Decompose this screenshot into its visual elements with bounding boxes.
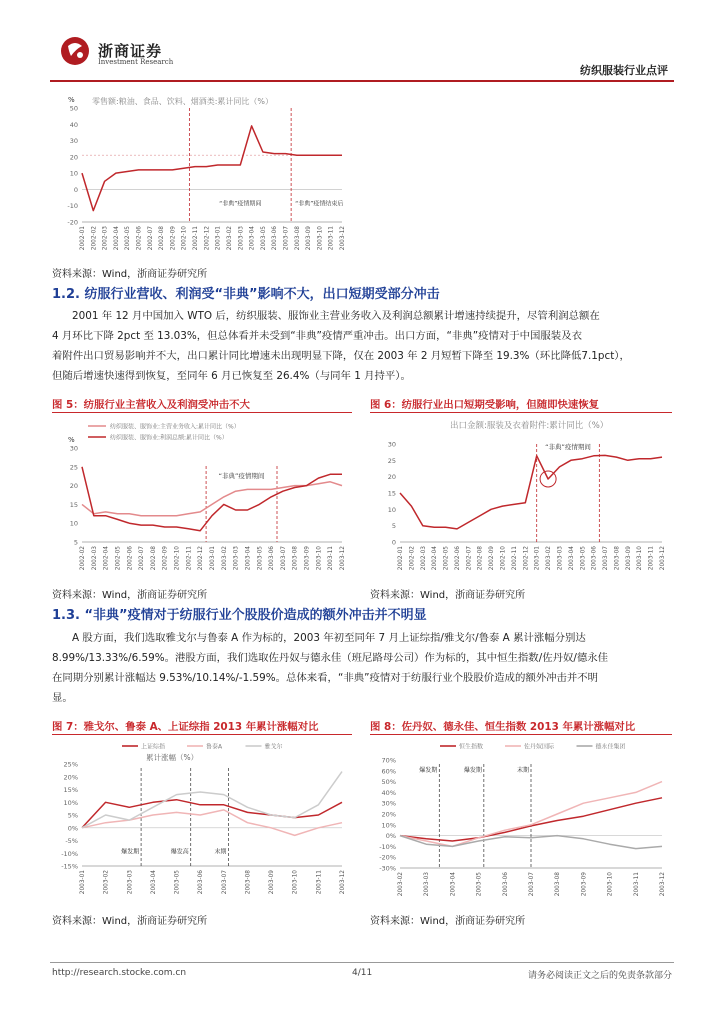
legend-label: 上证综指 xyxy=(141,743,166,751)
export-growth-chart xyxy=(370,416,672,584)
x-tick-label: 2003-08 xyxy=(294,225,301,251)
y-tick-label: 10 xyxy=(69,519,78,528)
x-tick-label: 2002-04 xyxy=(113,226,120,251)
y-tick-label: -5% xyxy=(65,837,78,845)
x-tick-label: 2002-06 xyxy=(136,226,143,251)
x-tick-label: 2002-12 xyxy=(523,546,530,571)
paragraph-line: 2001 年 12 月中国加入 WTO 后，纺织服装、服饰业主营业务收入及利润总额累计增速持续提升，尽管利润总额在 xyxy=(72,310,600,322)
x-tick-label: 2002-11 xyxy=(186,546,193,571)
y-tick-label: 15 xyxy=(387,489,396,498)
annotation: 末期 xyxy=(516,767,529,774)
x-tick-label: 2003-12 xyxy=(340,546,346,571)
x-tick-label: 2003-07 xyxy=(603,546,610,571)
x-tick-label: 2003-03 xyxy=(233,546,240,571)
y-tick-label: 15% xyxy=(63,786,78,794)
x-tick-label: 2003-12 xyxy=(660,546,666,571)
x-tick-label: 2002-07 xyxy=(139,546,146,571)
x-tick-label: 2003-05 xyxy=(174,870,181,895)
y-tick-label: 0 xyxy=(391,538,396,547)
x-tick-label: 2003-08 xyxy=(245,870,252,895)
source-note: 资料来源：Wind，浙商证券研究所 xyxy=(52,916,208,927)
y-tick-label: -10% xyxy=(379,842,396,851)
series-line xyxy=(82,772,342,828)
x-tick-label: 2003-11 xyxy=(328,546,335,571)
x-tick-label: 2003-09 xyxy=(306,226,313,251)
y-tick-label: 5% xyxy=(67,811,78,820)
y-tick-label: 20% xyxy=(63,773,78,782)
x-tick-label: 2003-09 xyxy=(581,872,588,897)
x-tick-label: 2002-02 xyxy=(409,546,416,571)
x-tick-label: 2003-10 xyxy=(316,546,323,571)
page-number: 4/11 xyxy=(352,968,373,978)
figure-7-rule xyxy=(52,734,352,735)
paragraph-line: 显。 xyxy=(52,692,73,704)
x-tick-label: 2003-03 xyxy=(127,870,134,895)
x-tick-label: 2002-01 xyxy=(80,226,86,251)
y-tick-label: 0% xyxy=(67,824,78,833)
x-tick-label: 2002-04 xyxy=(432,546,439,571)
y-axis-label: % xyxy=(68,436,75,444)
x-tick-label: 2002-03 xyxy=(91,546,98,571)
paragraph-line: 8.99%/13.33%/6.59%。港股方面，我们选取佐丹奴与德永佳（班尼路母公司）作为标的，其中恒生指数/佐丹奴/德永佳 xyxy=(52,652,609,664)
legend-label: 佐丹奴国际 xyxy=(524,743,555,751)
section-1-2-paragraph xyxy=(52,306,674,386)
x-tick-label: 2002-12 xyxy=(198,546,205,571)
x-tick-label: 2003-07 xyxy=(529,872,535,897)
chart-title: 出口金额:服装及衣着附件:累计同比（%） xyxy=(450,421,609,431)
paragraph-line: 4 月环比下降 2pct 至 13.03%，但总体看并未受到“非典”疫情严重冲击。出口方面，“非典”疫情对于中国服装及衣 xyxy=(52,330,582,342)
x-tick-label: 2002-11 xyxy=(193,226,200,251)
x-tick-label: 2003-02 xyxy=(398,872,404,897)
y-tick-label: 40% xyxy=(381,788,396,797)
x-tick-label: 2002-10 xyxy=(500,546,507,571)
x-tick-label: 2002-05 xyxy=(115,546,122,571)
series-line xyxy=(400,455,662,529)
x-tick-label: 2003-11 xyxy=(328,226,335,251)
x-tick-label: 2003-08 xyxy=(292,546,299,571)
figure-6-title: 图 6：纺服行业出口短期受影响，但随即快速恢复 xyxy=(370,399,600,411)
x-tick-label: 2002-10 xyxy=(181,226,188,251)
x-tick-label: 2002-02 xyxy=(80,546,86,571)
legend-label: 恒生指数 xyxy=(459,743,484,751)
report-category: 纺织服装行业点评 xyxy=(580,64,668,77)
x-tick-label: 2003-06 xyxy=(198,870,205,895)
x-tick-label: 2003-05 xyxy=(260,226,267,251)
x-tick-label: 2003-04 xyxy=(249,226,256,251)
x-tick-label: 2002-10 xyxy=(174,546,181,571)
y-tick-label: -20 xyxy=(67,218,78,227)
annotation: 爆发期 xyxy=(463,767,482,774)
y-tick-label: 30 xyxy=(69,137,78,146)
x-tick-label: 2003-01 xyxy=(534,546,541,571)
annotation: “非典”疫情期间 xyxy=(218,472,265,480)
y-tick-label: 10 xyxy=(387,505,396,514)
logo-subtext: Investment Research xyxy=(98,58,174,66)
legend-label: 纺织服装、服饰业:利润总额:累计同比（%） xyxy=(110,434,228,442)
x-tick-label: 2003-09 xyxy=(269,870,276,895)
disclaimer-note: 请务必阅读正文之后的免责条款部分 xyxy=(527,971,672,981)
source-note: 资料来源：Wind，浙商证券研究所 xyxy=(370,590,526,601)
x-tick-label: 2003-02 xyxy=(103,870,110,895)
x-tick-label: 2003-11 xyxy=(648,546,655,571)
x-tick-label: 2003-10 xyxy=(317,226,324,251)
x-tick-label: 2003-12 xyxy=(340,226,346,251)
y-tick-label: 20 xyxy=(69,153,78,162)
x-tick-label: 2003-03 xyxy=(557,546,564,571)
annotation: “非典”疫情结束后 xyxy=(295,200,344,208)
source-note: 资料来源：Wind，浙商证券研究所 xyxy=(52,590,208,601)
y-tick-label: 30 xyxy=(387,440,396,449)
x-tick-label: 2003-07 xyxy=(280,546,287,571)
x-tick-label: 2003-08 xyxy=(614,546,621,571)
figure-5-title: 图 5：纺服行业主营收入及利润受冲击不大 xyxy=(52,399,250,411)
x-tick-label: 2003-04 xyxy=(150,870,157,895)
header-divider xyxy=(50,80,674,82)
y-tick-label: 60% xyxy=(381,767,396,776)
x-tick-label: 2003-12 xyxy=(660,872,666,897)
x-tick-label: 2002-09 xyxy=(489,546,496,571)
x-tick-label: 2002-09 xyxy=(170,226,177,251)
x-tick-label: 2002-07 xyxy=(466,546,473,571)
y-tick-label: 40 xyxy=(69,120,78,129)
x-tick-label: 2003-06 xyxy=(591,546,598,571)
section-title-1-2: 1.2. 纺服行业营收、利润受“非典”影响不大，出口短期受部分冲击 xyxy=(52,287,440,302)
y-tick-label: -10 xyxy=(67,202,78,211)
x-tick-label: 2002-02 xyxy=(91,226,98,251)
y-tick-label: -15% xyxy=(61,862,78,871)
figure-8-rule xyxy=(370,734,672,735)
x-tick-label: 2003-10 xyxy=(637,546,644,571)
x-tick-label: 2003-07 xyxy=(283,226,290,251)
x-tick-label: 2003-06 xyxy=(272,226,279,251)
source-note: 资料来源：Wind，浙商证券研究所 xyxy=(370,916,526,927)
logo-icon xyxy=(60,36,90,66)
legend-label: 鲁泰A xyxy=(206,743,223,751)
x-tick-label: 2002-01 xyxy=(398,546,404,571)
retail-sales-chart xyxy=(52,92,352,264)
y-tick-label: 10% xyxy=(381,821,396,830)
legend-label: 纺织服装、服饰业:主营业务收入:累计同比（%） xyxy=(110,423,240,431)
x-tick-label: 2003-08 xyxy=(555,872,562,897)
source-note: 资料来源：Wind，浙商证券研究所 xyxy=(52,269,208,280)
x-tick-label: 2003-01 xyxy=(215,226,222,251)
y-tick-label: 15 xyxy=(69,500,78,509)
y-tick-label: 5 xyxy=(391,522,396,531)
x-tick-label: 2003-09 xyxy=(625,546,632,571)
x-tick-label: 2003-03 xyxy=(238,226,245,251)
x-tick-label: 2002-07 xyxy=(147,226,154,251)
x-tick-label: 2002-05 xyxy=(125,226,132,251)
x-tick-label: 2003-02 xyxy=(221,546,228,571)
legend-label: 德永佳集团 xyxy=(595,743,626,751)
y-tick-label: 50 xyxy=(69,104,78,113)
x-tick-label: 2003-09 xyxy=(304,546,311,571)
x-tick-label: 2002-08 xyxy=(477,546,484,571)
x-tick-label: 2003-02 xyxy=(226,226,233,251)
y-tick-label: -30% xyxy=(379,864,396,873)
y-tick-label: 5 xyxy=(73,538,78,547)
y-tick-label: 10% xyxy=(63,798,78,807)
y-tick-label: 10 xyxy=(69,169,78,178)
annotation: 爆发期 xyxy=(121,848,140,856)
x-tick-label: 2003-04 xyxy=(245,546,252,571)
x-tick-label: 2003-11 xyxy=(633,872,640,897)
y-tick-label: 0% xyxy=(385,832,396,841)
y-tick-label: 25 xyxy=(69,463,78,472)
y-tick-label: 25 xyxy=(387,456,396,465)
figure-5-rule xyxy=(52,412,352,413)
x-tick-label: 2002-03 xyxy=(102,226,109,251)
x-tick-label: 2003-05 xyxy=(476,872,483,897)
x-tick-label: 2002-12 xyxy=(204,226,211,251)
annotation: 末期 xyxy=(214,848,227,856)
figure-7-title: 图 7：雅戈尔、鲁泰 A、上证综指 2013 年累计涨幅对比 xyxy=(52,721,319,733)
y-tick-label: 70% xyxy=(381,756,396,765)
y-tick-label: 20 xyxy=(387,473,396,482)
x-tick-label: 2003-04 xyxy=(450,872,457,897)
x-tick-label: 2002-11 xyxy=(511,546,518,571)
y-tick-label: 30 xyxy=(69,444,78,453)
chart-title: 零售额:粮油、食品、饮料、烟酒类:累计同比（%） xyxy=(92,97,273,106)
x-tick-label: 2003-02 xyxy=(546,546,553,571)
x-tick-label: 2003-03 xyxy=(424,872,431,897)
x-tick-label: 2003-04 xyxy=(568,546,575,571)
x-tick-label: 2002-09 xyxy=(162,546,169,571)
x-tick-label: 2003-05 xyxy=(257,546,264,571)
hk-share-return-chart xyxy=(370,738,672,908)
a-share-return-chart xyxy=(52,738,352,908)
x-tick-label: 2003-12 xyxy=(340,870,346,895)
legend-label: 雅戈尔 xyxy=(264,743,283,751)
paragraph-line: 着附件出口贸易影响并不大，出口累计同比增速未出现明显下降，仅在 2003 年 2 月短暂下降至 19.3%（环比降低7.1pct）， xyxy=(52,350,630,362)
logo-text: 浙商证券 xyxy=(98,42,163,60)
series-line xyxy=(82,126,342,211)
y-tick-label: 0 xyxy=(73,185,78,194)
x-tick-label: 2002-08 xyxy=(159,226,166,251)
x-tick-label: 2003-10 xyxy=(292,870,299,895)
section-title-1-3: 1.3. “非典”疫情对于纺服行业个股股价造成的额外冲击并不明显 xyxy=(52,608,427,623)
annotation: 爆发期 xyxy=(419,767,438,774)
footer-divider xyxy=(50,962,674,963)
y-tick-label: 20 xyxy=(69,482,78,491)
y-tick-label: 30% xyxy=(381,799,396,808)
x-tick-label: 2003-05 xyxy=(580,546,587,571)
y-tick-label: 25% xyxy=(63,760,78,769)
revenue-profit-chart xyxy=(52,416,352,584)
annotation: “非典”疫情期间 xyxy=(545,442,591,451)
y-axis-label: % xyxy=(68,96,75,104)
x-tick-label: 2002-06 xyxy=(127,546,134,571)
y-tick-label: -20% xyxy=(379,853,396,862)
annotation: 爆发高 xyxy=(170,848,189,856)
y-tick-label: -10% xyxy=(61,849,78,858)
annotation: “非典”疫情期间 xyxy=(219,200,262,208)
x-tick-label: 2003-11 xyxy=(316,870,323,895)
x-tick-label: 2003-06 xyxy=(269,546,276,571)
x-tick-label: 2003-01 xyxy=(80,870,86,895)
paragraph-line: 但随后增速快速得到恢复，至同年 6 月已恢复至 26.4%（与同年 1 月持平）。 xyxy=(52,370,411,382)
x-tick-label: 2003-06 xyxy=(502,872,509,897)
y-tick-label: 20% xyxy=(381,810,396,819)
x-tick-label: 2003-01 xyxy=(210,546,216,571)
x-tick-label: 2002-03 xyxy=(420,546,427,571)
x-tick-label: 2002-08 xyxy=(150,546,157,571)
x-tick-label: 2003-07 xyxy=(221,870,228,895)
footer-url[interactable]: http://research.stocke.com.cn xyxy=(52,968,187,978)
paragraph-line: A 股方面，我们选取雅戈尔与鲁泰 A 作为标的，2003 年初至同年 7 月上证综指/雅戈尔/鲁泰 A 累计涨幅分别达 xyxy=(72,632,586,644)
chart-title: 累计涨幅（%） xyxy=(146,753,199,762)
y-tick-label: 50% xyxy=(381,778,396,787)
x-tick-label: 2002-06 xyxy=(454,546,461,571)
x-tick-label: 2002-04 xyxy=(103,546,110,571)
section-1-3-paragraph xyxy=(52,628,674,708)
series-line xyxy=(82,467,342,531)
x-tick-label: 2003-10 xyxy=(607,872,614,897)
paragraph-line: 在同期分别累计涨幅达 9.53%/10.14%/-1.59%。总体来看，“非典”疫情对于纺服行业个股股价造成的额外冲击并不明 xyxy=(52,672,599,684)
figure-8-title: 图 8：佐丹奴、德永佳、恒生指数 2013 年累计涨幅对比 xyxy=(370,721,636,733)
figure-6-rule xyxy=(370,412,672,413)
x-tick-label: 2002-05 xyxy=(443,546,450,571)
